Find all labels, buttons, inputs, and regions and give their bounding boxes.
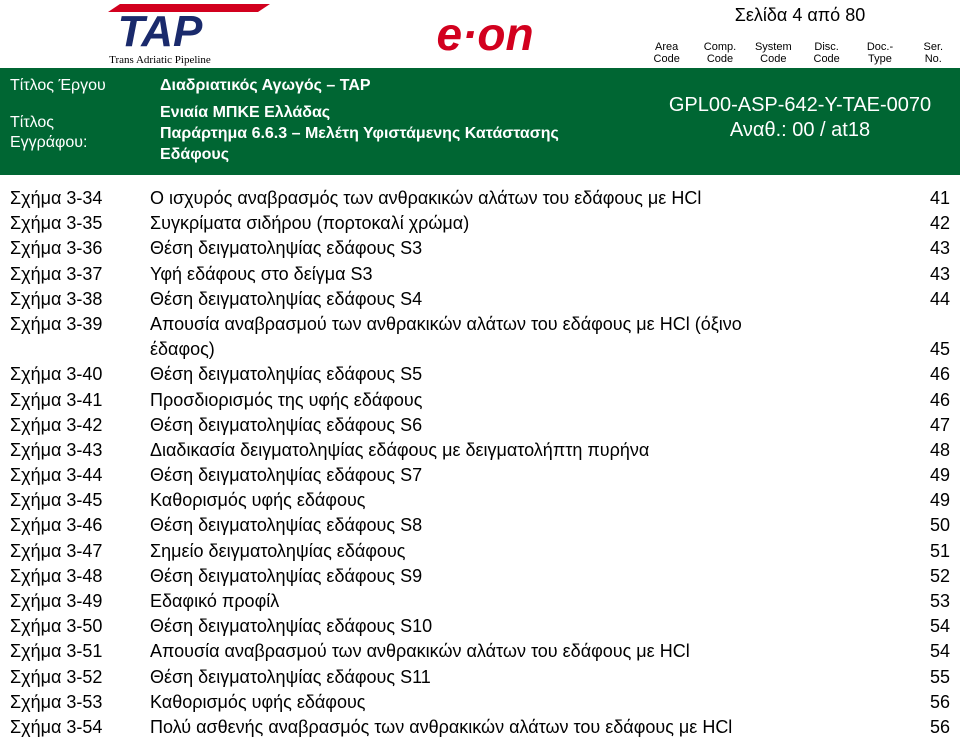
- code-comp: Comp. Code: [703, 41, 737, 65]
- page-number: 42: [929, 213, 950, 234]
- page-number: 43: [929, 238, 950, 259]
- figure-title: Προσδιορισμός της υφής εδάφους: [150, 389, 423, 410]
- document-number: GPL00-ASP-642-Y-TAE-0070: [668, 94, 932, 116]
- page-number: 43: [929, 263, 950, 284]
- figure-number: Σχήμα 3-53: [10, 691, 103, 712]
- figure-number: Σχήμα 3-46: [10, 515, 103, 536]
- toc-entry[interactable]: [0, 539, 960, 564]
- code-system: System Code: [754, 41, 792, 65]
- figure-title: Εδαφικό προφίλ: [150, 591, 280, 612]
- toc-entry[interactable]: [0, 262, 960, 287]
- doc-title-line1: Ενιαία ΜΠΚΕ Ελλάδας: [160, 104, 331, 121]
- code-headers: [640, 38, 960, 68]
- toc-entry[interactable]: [0, 362, 960, 387]
- figure-title: Υφή εδάφους στο δείγμα S3: [150, 263, 373, 284]
- code-doctype: Doc.- Type: [866, 41, 894, 65]
- toc-entry[interactable]: [0, 388, 960, 413]
- toc-entry[interactable]: [0, 639, 960, 664]
- figure-number: Σχήμα 3-40: [10, 364, 103, 385]
- figure-title: Θέση δειγματοληψίας εδάφους S7: [150, 465, 423, 486]
- page-number: 45: [929, 339, 950, 360]
- list-of-figures: [0, 186, 960, 740]
- figure-number: Σχήμα 3-39: [10, 313, 103, 334]
- page-number: 49: [929, 465, 950, 486]
- page-number: 46: [929, 364, 950, 385]
- figure-title: Θέση δειγματοληψίας εδάφους S3: [150, 238, 423, 259]
- page-number: 54: [929, 616, 950, 637]
- document-header: [0, 0, 960, 175]
- figure-title: Σημείο δειγματοληψίας εδάφους: [150, 540, 406, 561]
- toc-entry[interactable]: [0, 690, 960, 715]
- figure-title: Θέση δειγματοληψίας εδάφους S4: [150, 288, 423, 309]
- toc-entry[interactable]: [0, 186, 960, 211]
- figure-number: Σχήμα 3-48: [10, 565, 103, 586]
- figure-number: Σχήμα 3-47: [10, 540, 103, 561]
- figure-number: Σχήμα 3-49: [10, 591, 103, 612]
- figure-number: Σχήμα 3-50: [10, 616, 103, 637]
- toc-entry[interactable]: [0, 438, 960, 463]
- page-number: 47: [929, 414, 950, 435]
- toc-entry[interactable]: [0, 665, 960, 690]
- figure-number: Σχήμα 3-37: [10, 263, 103, 284]
- figure-number: Σχήμα 3-44: [10, 465, 103, 486]
- toc-entry[interactable]: [0, 413, 960, 438]
- figure-title: Θέση δειγματοληψίας εδάφους S6: [150, 414, 423, 435]
- figure-number: Σχήμα 3-38: [10, 288, 103, 309]
- doc-title-label-line1: Τίτλος: [10, 114, 55, 131]
- doc-title-label-line2: Εγγράφου:: [10, 134, 88, 151]
- figure-title: Καθορισμός υφής εδάφους: [150, 691, 366, 712]
- toc-entry[interactable]: [0, 312, 960, 362]
- project-title-label: Τίτλος Έργου: [10, 77, 106, 94]
- figure-title: Θέση δειγματοληψίας εδάφους S5: [150, 364, 423, 385]
- figure-title: Πολύ ασθενής αναβρασμός των ανθρακικών αλάτων του εδάφους με HCl: [150, 716, 733, 737]
- page-number: 49: [929, 490, 950, 511]
- figure-title: Απουσία αναβρασμού των ανθρακικών αλάτων του εδάφους με HCl: [150, 641, 690, 662]
- figure-number: Σχήμα 3-43: [10, 439, 103, 460]
- page-number: 44: [929, 288, 950, 309]
- revision-label: Αναθ.: 00 / at18: [729, 119, 871, 141]
- code-area: Area Code: [653, 41, 680, 65]
- toc-entry[interactable]: [0, 589, 960, 614]
- doc-title-line2: Παράρτημα 6.6.3 – Μελέτη Υφιστάμενης Κατάστασης: [160, 125, 559, 142]
- figure-number: Σχήμα 3-42: [10, 414, 103, 435]
- figure-number: Σχήμα 3-45: [10, 490, 103, 511]
- toc-entry[interactable]: [0, 513, 960, 538]
- eon-logo: [410, 6, 560, 62]
- page-number: 53: [929, 591, 950, 612]
- figure-title: Ο ισχυρός αναβρασμός των ανθρακικών αλάτων του εδάφους με HCl: [150, 188, 702, 208]
- figure-title: Συγκρίματα σιδήρου (πορτοκαλί χρώμα): [150, 213, 470, 234]
- toc-entry[interactable]: [0, 236, 960, 261]
- page-number: 51: [929, 540, 950, 561]
- figure-title: Διαδικασία δειγματοληψίας εδάφους με δειγματολήπτη πυρήνα: [150, 439, 650, 460]
- figure-title: Θέση δειγματοληψίας εδάφους S8: [150, 515, 423, 536]
- page-number: 48: [929, 439, 950, 460]
- page-number: 56: [929, 716, 950, 737]
- figure-number: Σχήμα 3-34: [10, 188, 103, 208]
- page-number: 41: [929, 188, 950, 208]
- figure-number: Σχήμα 3-52: [10, 666, 103, 687]
- page-number: 52: [929, 565, 950, 586]
- figure-title-continued: έδαφος): [150, 339, 215, 360]
- page-number: 54: [929, 641, 950, 662]
- page-number: 46: [929, 389, 950, 410]
- figure-number: Σχήμα 3-54: [10, 716, 103, 737]
- page-number: 55: [929, 666, 950, 687]
- page-indicator: Σελίδα 4 από 80: [734, 5, 866, 25]
- code-serno: Ser. No.: [923, 41, 944, 65]
- project-title-value: Διαδριατικός Αγωγός – TAP: [160, 77, 371, 94]
- page-number: 56: [929, 691, 950, 712]
- tap-logo-text: TAP: [117, 7, 203, 56]
- figure-title: Καθορισμός υφής εδάφους: [150, 490, 366, 511]
- figure-title: Απουσία αναβρασμού των ανθρακικών αλάτων του εδάφους με HCl (όξινο: [150, 313, 742, 334]
- figure-number: Σχήμα 3-36: [10, 238, 103, 259]
- figure-title: Θέση δειγματοληψίας εδάφους S9: [150, 565, 423, 586]
- figure-number: Σχήμα 3-35: [10, 213, 103, 234]
- toc-entry[interactable]: [0, 211, 960, 236]
- figure-title: Θέση δειγματοληψίας εδάφους S10: [150, 616, 433, 637]
- page-number: 50: [929, 515, 950, 536]
- figure-number: Σχήμα 3-51: [10, 641, 103, 662]
- tap-logo: [48, 0, 288, 68]
- tap-logo-subtitle: Trans Adriatic Pipeline: [109, 54, 211, 66]
- figure-title: Θέση δειγματοληψίας εδάφους S11: [150, 666, 431, 687]
- doc-title-line3: Εδάφους: [160, 146, 230, 163]
- toc-entry[interactable]: [0, 564, 960, 589]
- toc-entry[interactable]: [0, 488, 960, 513]
- figure-number: Σχήμα 3-41: [10, 389, 103, 410]
- toc-entry[interactable]: [0, 715, 960, 740]
- toc-entry[interactable]: [0, 614, 960, 639]
- toc-entry[interactable]: [0, 463, 960, 488]
- code-disc: Disc. Code: [813, 41, 840, 65]
- eon-logo-text: e·on: [436, 8, 534, 60]
- toc-entry[interactable]: [0, 287, 960, 312]
